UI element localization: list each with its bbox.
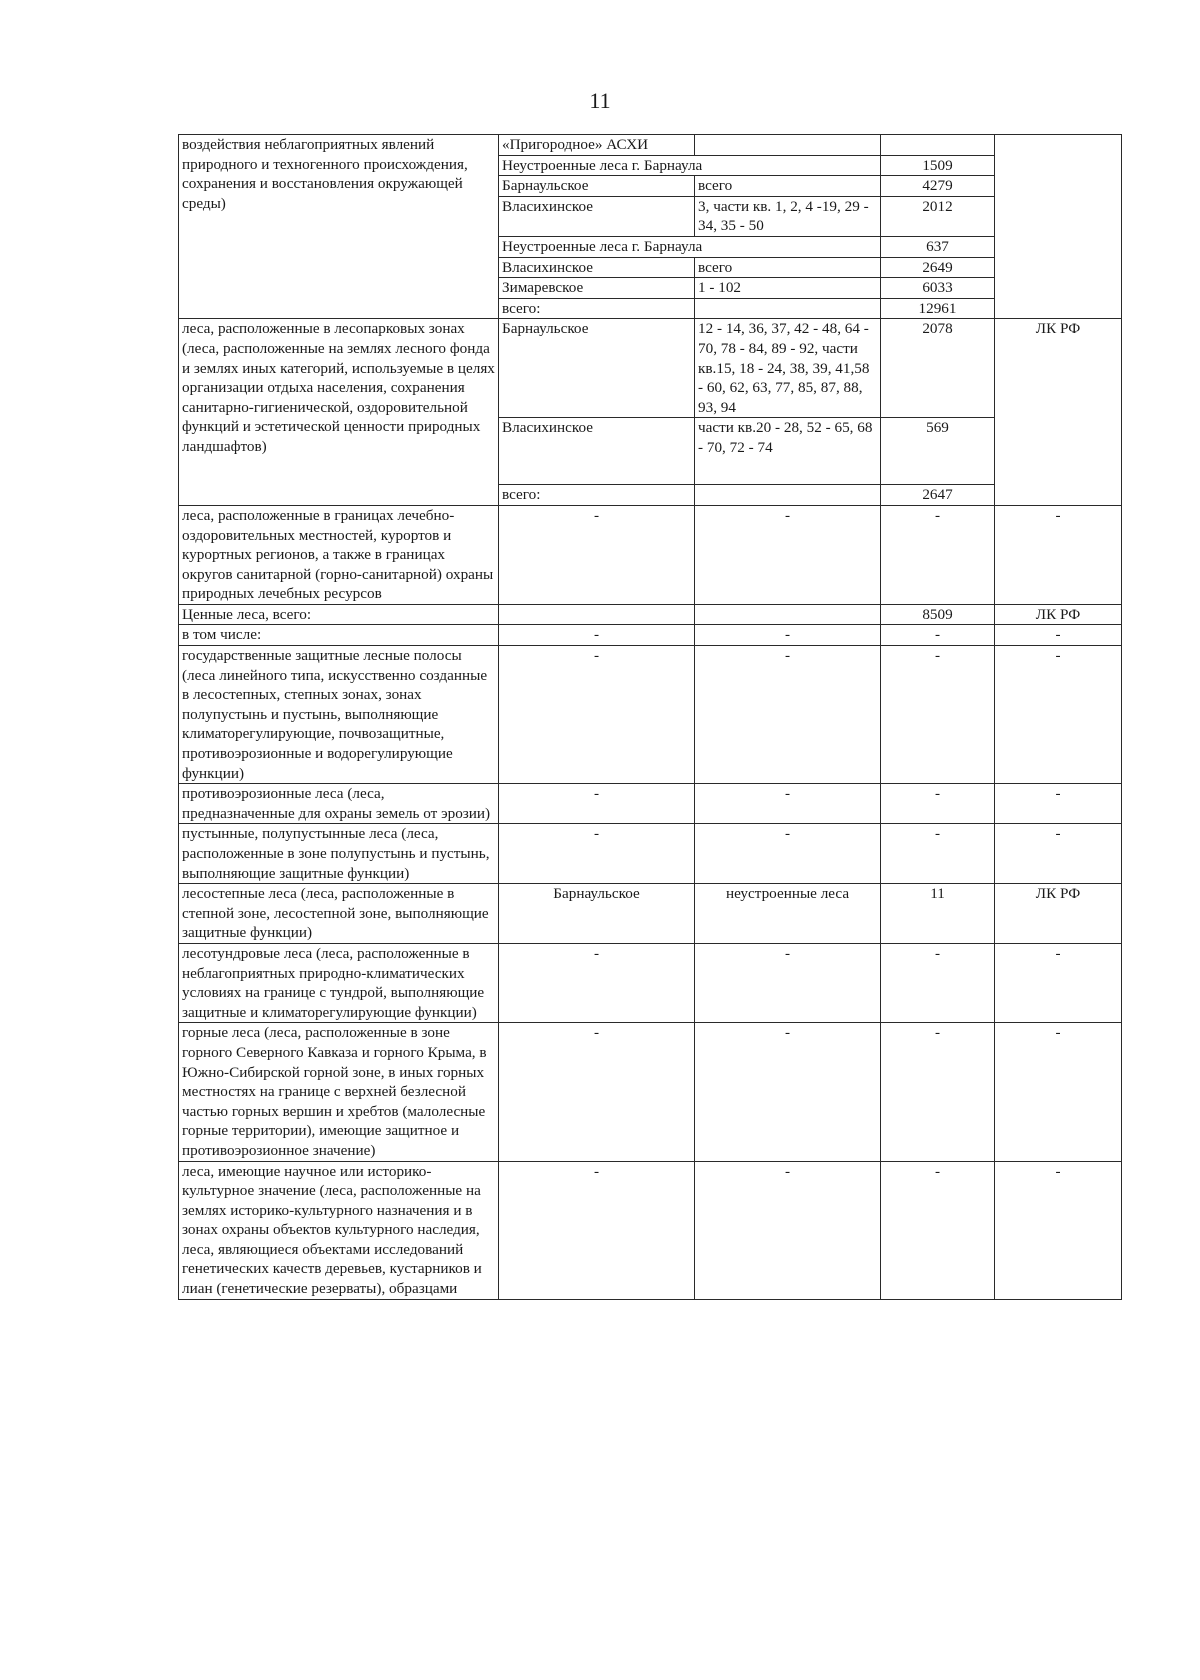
area-cell: 2647 [881,485,995,506]
table-row [179,646,1122,784]
category-cell: лесотундровые леса (леса, расположенные в неблагоприятных природно-климатических условиях на границе с тундрой, выполняющие защитные и климаторегулирующие функции) [179,943,499,1022]
forestry-cell: - [499,1161,695,1299]
document-cell: ЛК РФ [995,884,1122,944]
quarter-cell: всего [695,176,881,197]
area-cell: - [881,1161,995,1299]
area-cell: 8509 [881,604,995,625]
area-cell: 1509 [881,155,995,176]
category-cell: государственные защитные лесные полосы (леса линейного типа, искусственно созданные в лесостепных, степных зонах, зонах полупустынь и пустынь, выполняющие климаторегулирующие, почвозащитные, противоэрозионные и водорегулирующие функции) [179,646,499,784]
document-cell: ЛК РФ [995,604,1122,625]
table-row [179,135,1122,156]
area-cell: - [881,784,995,824]
forestry-cell: - [499,625,695,646]
forestry-cell: всего: [499,485,695,506]
forestry-cell: Власихинское [499,418,695,485]
table-row [179,625,1122,646]
document-cell [995,135,1122,319]
area-cell: 6033 [881,278,995,299]
document-cell: - [995,1023,1122,1161]
area-cell: 2012 [881,196,995,236]
forestry-cell: Власихинское [499,196,695,236]
forestry-cell: - [499,646,695,784]
area-cell: 2649 [881,257,995,278]
area-cell: 4279 [881,176,995,197]
category-cell: горные леса (леса, расположенные в зоне горного Северного Кавказа и горного Крыма, в Южно-Сибирской горной зоне, в иных горных местностях на границе с верхней безлесной частью горных вершин и хребтов (малолесные горные территории), имеющие защитное и противоэрозионное значение) [179,1023,499,1161]
quarter-cell: всего [695,257,881,278]
category-cell: лесостепные леса (леса, расположенные в степной зоне, лесостепной зоне, выполняющие защитные функции) [179,884,499,944]
table-row [179,943,1122,1022]
table-row [179,1161,1122,1299]
quarter-cell [695,298,881,319]
area-cell: - [881,505,995,604]
category-cell: в том числе: [179,625,499,646]
document-cell: ЛК РФ [995,319,1122,506]
quarter-cell: 1 - 102 [695,278,881,299]
forestry-cell: Барнаульское [499,884,695,944]
area-cell: - [881,943,995,1022]
area-cell [881,135,995,156]
quarter-cell: 3, части кв. 1, 2, 4 -19, 29 - 34, 35 - 50 [695,196,881,236]
quarter-cell: - [695,1161,881,1299]
forestry-cell: Власихинское [499,257,695,278]
document-cell: - [995,505,1122,604]
table-row [179,319,1122,418]
area-cell: 11 [881,884,995,944]
area-cell: 2078 [881,319,995,418]
category-cell: противоэрозионные леса (леса, предназначенные для охраны земель от эрозии) [179,784,499,824]
category-cell: воздействия неблагоприятных явлений природного и техногенного происхождения, сохранения и восстановления окружающей среды) [179,135,499,319]
area-cell: - [881,625,995,646]
category-cell: Ценные леса, всего: [179,604,499,625]
forestry-cell [499,604,695,625]
forestry-cell: - [499,824,695,884]
area-cell: 12961 [881,298,995,319]
quarter-cell: - [695,646,881,784]
quarter-cell: - [695,1023,881,1161]
area-cell: 637 [881,236,995,257]
category-cell: леса, расположенные в лесопарковых зонах (леса, расположенные на землях лесного фонда и землях иных категорий, используемые в целях организации отдыха населения, сохранения санитарно-гигиенической, оздоровительной функций и эстетической ценности природных ландшафтов) [179,319,499,506]
document-cell: - [995,625,1122,646]
category-cell: леса, имеющие научное или историко-культурное значение (леса, расположенные на землях историко-культурного назначения и в зонах охраны объектов культурного наследия, леса, являющиеся объектами исследований генетических качеств деревьев, кустарников и лиан (генетические резерваты), образцами [179,1161,499,1299]
page-number: 11 [589,88,611,113]
area-cell: - [881,646,995,784]
table-row [179,824,1122,884]
category-cell: пустынные, полупустынные леса (леса, расположенные в зоне полупустынь и пустынь, выполняющие защитные функции) [179,824,499,884]
category-cell: леса, расположенные в границах лечебно-оздоровительных местностей, курортов и курортных регионов, а также в границах округов санитарной (горно-санитарной) охраны природных лечебных ресурсов [179,505,499,604]
quarter-cell [695,604,881,625]
forestry-cell: Барнаульское [499,176,695,197]
quarter-cell: - [695,824,881,884]
document-cell: - [995,646,1122,784]
forest-table [178,134,1122,1300]
document-cell: - [995,824,1122,884]
quarter-cell: неустроенные леса [695,884,881,944]
forestry-cell: - [499,1023,695,1161]
document-cell: - [995,943,1122,1022]
area-cell: 569 [881,418,995,485]
area-cell: - [881,824,995,884]
forestry-cell: всего: [499,298,695,319]
forestry-cell: Неустроенные леса г. Барнаула [499,236,881,257]
document-cell: - [995,784,1122,824]
quarter-cell: - [695,505,881,604]
table-row [179,604,1122,625]
table-row [179,884,1122,944]
quarter-cell [695,135,881,156]
forestry-cell: «Пригородное» АСХИ [499,135,695,156]
forestry-cell: - [499,505,695,604]
quarter-cell: - [695,943,881,1022]
quarter-cell: части кв.20 - 28, 52 - 65, 68 - 70, 72 - 74 [695,418,881,485]
forestry-cell: - [499,784,695,824]
forestry-cell: - [499,943,695,1022]
forestry-cell: Зимаревское [499,278,695,299]
quarter-cell: - [695,625,881,646]
quarter-cell [695,485,881,506]
table-row [179,1023,1122,1161]
forestry-cell: Барнаульское [499,319,695,418]
quarter-cell: - [695,784,881,824]
quarter-cell: 12 - 14, 36, 37, 42 - 48, 64 - 70, 78 - 84, 89 - 92, части кв.15, 18 - 24, 38, 39, 41,58 - 60, 62, 63, 77, 85, 87, 88, 93, 94 [695,319,881,418]
document-cell: - [995,1161,1122,1299]
table-row [179,505,1122,604]
area-cell: - [881,1023,995,1161]
forestry-cell: Неустроенные леса г. Барнаула [499,155,881,176]
table-row [179,784,1122,824]
